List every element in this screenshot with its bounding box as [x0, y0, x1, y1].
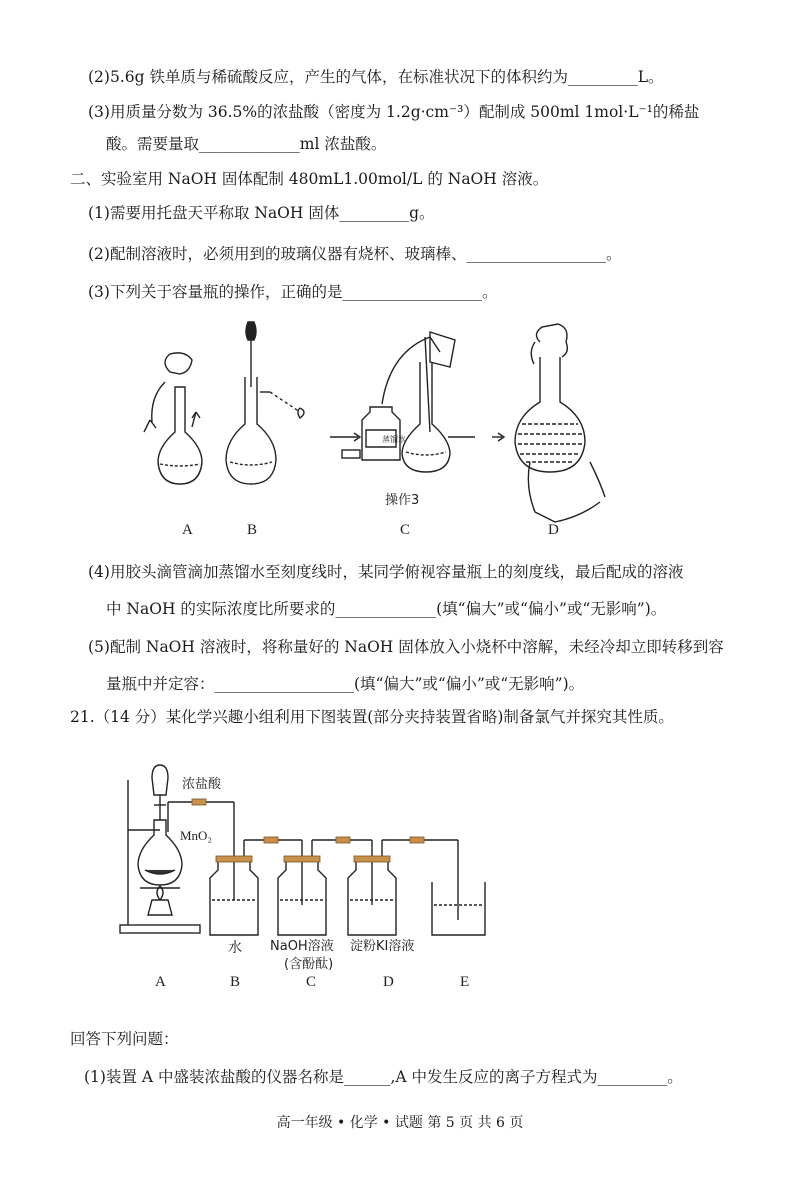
figure1-label-c: C: [400, 522, 411, 538]
question-21-text: 21.（14 分）某化学兴趣小组利用下图装置(部分夹持装置省略)制备氯气并探究其性质。: [70, 708, 674, 726]
mno2-label: MnO₂: [180, 828, 212, 843]
question-3-text-line1: (3)用质量分数为 36.5%的浓盐酸（密度为 1.2g·cm⁻³）配制成 500ml 1mol·L⁻¹的稀盐: [88, 103, 700, 121]
question-2-text: (2)5.6g 铁单质与稀硫酸反应，产生的气体，在标准状况下的体积约为_________L。: [88, 68, 664, 86]
figure1-label-d: D: [548, 522, 559, 538]
apparatus-c-naoh-bottle: [278, 840, 372, 935]
sub-question-1: (1)需要用托盘天平称取 NaOH 固体_________g。: [88, 204, 435, 222]
figure2-label-a: A: [155, 974, 166, 990]
figure2-label-b: B: [230, 974, 241, 990]
sub-question-4-line1: (4)用胶头滴管滴加蒸馏水至刻度线时，某同学俯视容量瓶上的刻度线，最后配成的溶液: [88, 563, 684, 581]
sub-question-4-line2: 中 NaOH 的实际浓度比所要求的_____________(填“偏大”或“偏小”或“无影响”)。: [106, 600, 667, 618]
naoh-solution-label: NaOH溶液: [270, 939, 334, 954]
operation-a-flask-illustration: [144, 353, 202, 484]
question-3-text-line2: 酸。需要量取_____________ml 浓盐酸。: [106, 135, 387, 153]
figure1-label-b: B: [247, 522, 258, 538]
sub-question-3: (3)下列关于容量瓶的操作，正确的是__________________。: [88, 283, 498, 301]
operation-3-caption: 操作3: [385, 493, 420, 508]
answer-question-1: (1)装置 A 中盛装浓盐酸的仪器名称是______,A 中发生反应的离子方程式为_________。: [84, 1068, 683, 1086]
sub-question-2: (2)配制溶液时，必须用到的玻璃仪器有烧杯、玻璃棒、__________________。: [88, 245, 622, 263]
water-label: 水: [228, 940, 242, 956]
starch-ki-solution-label: 淀粉KI溶液: [350, 939, 415, 954]
figure2-label-e: E: [460, 974, 470, 990]
rubber-connectors: [192, 799, 424, 862]
page-footer: 高一年级 • 化学 • 试题 第 5 页 共 6 页: [276, 1115, 524, 1131]
chlorine-apparatus-figure: [110, 760, 510, 1000]
operation-c-transfer-illustration: [330, 332, 504, 472]
phenolphthalein-label: (含酚酞): [284, 957, 334, 972]
figure2-label-d: D: [383, 974, 394, 990]
sub-question-5-line1: (5)配制 NaOH 溶液时，将称量好的 NaOH 固体放入小烧杯中溶解，未经冷却立即转移到容: [88, 638, 724, 656]
apparatus-b-water-bottle: [210, 840, 302, 935]
apparatus-d-ki-bottle: [348, 840, 458, 935]
concentrated-hcl-label: 浓盐酸: [182, 777, 222, 792]
figure1-label-a: A: [182, 522, 193, 538]
section-2-heading: 二、实验室用 NaOH 固体配制 480mL1.00mol/L 的 NaOH 溶液。: [70, 170, 549, 188]
operation-d-invert-illustration: [515, 324, 605, 522]
answer-prompt: 回答下列问题：: [70, 1030, 179, 1048]
operation-b-flask-dropper: [226, 322, 304, 484]
figure2-label-c: C: [306, 974, 317, 990]
flask-operations-figure: [130, 312, 620, 547]
sub-question-5-line2: 量瓶中并定容：__________________(填“偏大”或“偏小”或“无影响”)。: [106, 675, 585, 693]
distilled-water-bottle-label: 蒸馏水: [382, 435, 406, 444]
